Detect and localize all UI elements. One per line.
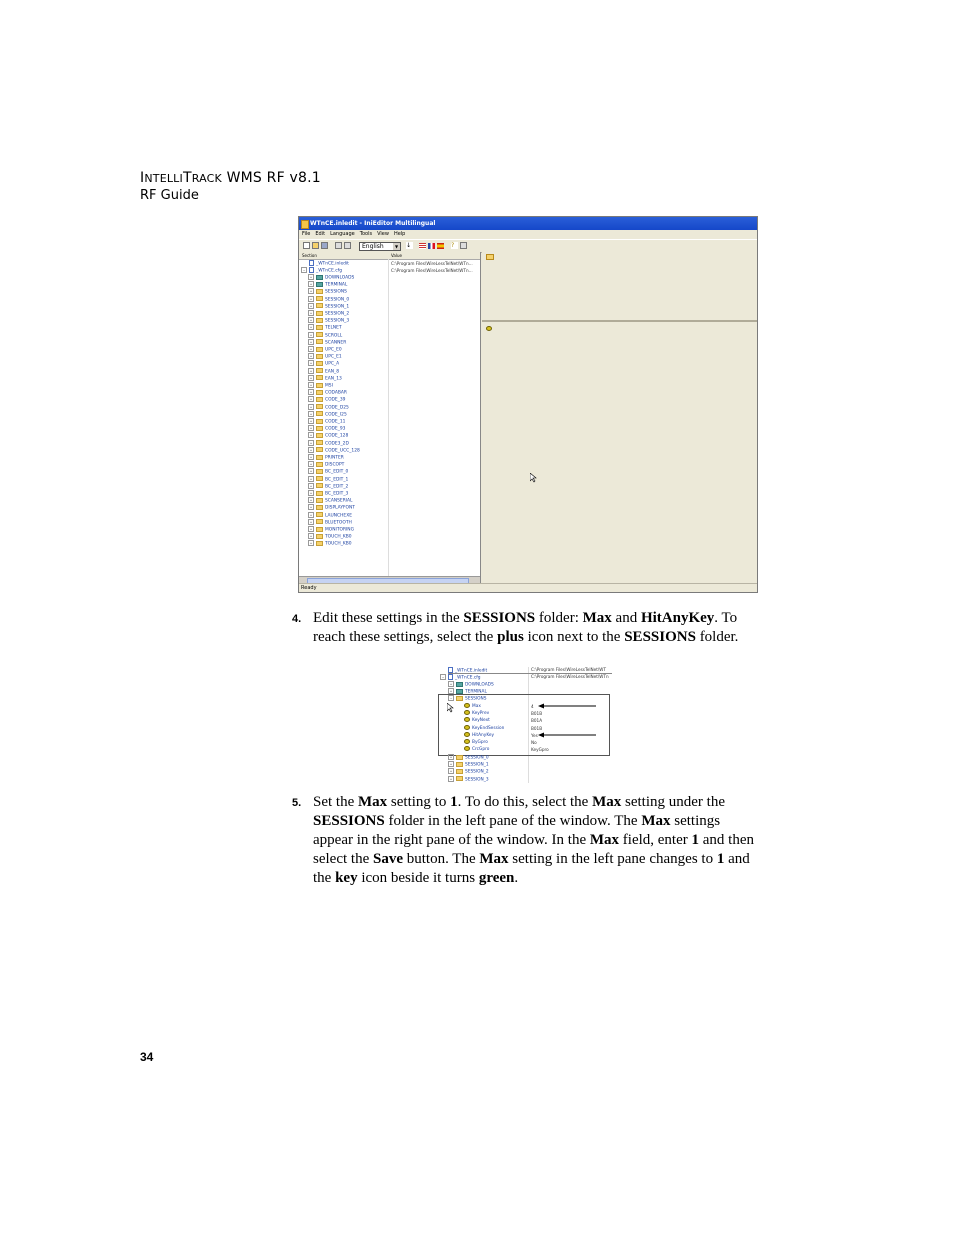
key-icon xyxy=(464,717,470,722)
running-header: INTELLITRACK WMS RF v8.1 xyxy=(140,170,321,186)
tree-folder[interactable]: + SESSION_2 xyxy=(309,311,350,317)
tree-folder[interactable]: + UPC_E1 xyxy=(309,354,342,360)
tree-folder[interactable]: + SCANNER xyxy=(309,339,347,346)
folder-icon xyxy=(316,275,323,280)
key-icon xyxy=(464,732,470,737)
expand-icon[interactable]: + xyxy=(449,769,453,774)
file-icon xyxy=(309,267,314,273)
status-bar: Ready xyxy=(299,583,758,592)
expand-icon[interactable]: + xyxy=(309,303,313,308)
expand-icon[interactable]: + xyxy=(309,390,313,395)
expand-icon[interactable]: + xyxy=(309,476,313,481)
folder-icon xyxy=(456,762,463,767)
expand-icon[interactable]: + xyxy=(309,419,313,423)
collapse-icon[interactable]: − xyxy=(441,675,445,679)
mouse-cursor-icon xyxy=(447,703,454,713)
tree-folder[interactable]: + UPC_A xyxy=(309,361,340,367)
folder-icon xyxy=(316,433,323,438)
tree-folder[interactable]: + EAN_13 xyxy=(309,375,342,382)
mouse-cursor-icon xyxy=(530,473,537,483)
sort-icon[interactable]: ↓ xyxy=(406,242,412,249)
folder-icon xyxy=(316,303,323,308)
expand-icon[interactable]: + xyxy=(309,282,313,287)
setting-value: B01B xyxy=(531,725,543,731)
tree-folder[interactable]: + TELNET xyxy=(309,325,342,331)
folder-icon xyxy=(316,491,323,496)
expand-icon[interactable]: + xyxy=(309,483,313,488)
column-divider xyxy=(388,259,389,577)
expand-icon[interactable]: + xyxy=(309,512,313,517)
expand-icon[interactable]: + xyxy=(309,289,313,294)
folder-icon xyxy=(456,682,463,687)
setting-value: No xyxy=(531,740,537,745)
setting-value: B01A xyxy=(531,718,543,724)
us-flag-icon[interactable] xyxy=(419,243,426,249)
callout-arrows xyxy=(538,703,598,739)
folder-icon xyxy=(316,383,323,388)
folder-icon xyxy=(316,390,323,395)
folder-icon xyxy=(316,375,323,380)
expand-icon[interactable]: + xyxy=(309,296,313,301)
new-icon[interactable] xyxy=(303,242,310,249)
collapse-icon[interactable]: − xyxy=(449,696,453,700)
tree-folder[interactable]: + CODE_93 xyxy=(309,426,346,432)
setting-key[interactable]: KeyEndSession xyxy=(464,725,504,732)
expand-icon[interactable]: + xyxy=(309,534,313,539)
tree-folder[interactable]: + SESSION_2 xyxy=(449,769,489,775)
expand-icon[interactable]: + xyxy=(449,755,453,759)
folder-icon xyxy=(456,769,463,774)
file-node[interactable]: _WTnCE.inledit xyxy=(309,260,349,268)
expand-icon[interactable]: + xyxy=(309,354,313,359)
expand-icon[interactable]: + xyxy=(309,491,313,495)
expand-icon[interactable]: + xyxy=(309,447,313,452)
edit-pane xyxy=(482,323,757,585)
collapse-icon[interactable]: − xyxy=(302,268,306,272)
menu-edit[interactable]: Edit xyxy=(315,231,326,237)
folder-icon xyxy=(316,368,323,373)
folder-icon xyxy=(456,755,463,760)
key-icon xyxy=(464,710,470,715)
setting-key[interactable]: CrcGpro xyxy=(464,746,489,753)
tree-folder[interactable]: + TOUCH_KB0 xyxy=(309,534,352,540)
tree-folder[interactable]: + SESSION_1 xyxy=(309,303,350,310)
tree-folder[interactable]: + TERMINAL xyxy=(449,689,487,695)
folder-icon xyxy=(316,462,323,467)
step-text: Edit these settings in the SESSIONS folder: Max and HitAnyKey. To reach these settings, select the plus icon next to the SESSIONS folder. xyxy=(313,610,739,645)
tree-folder[interactable]: + PRINTER xyxy=(309,455,344,461)
folder-icon xyxy=(316,541,323,546)
tree-folder[interactable]: + TOUCH_KB0 xyxy=(309,541,352,547)
tree-folder[interactable]: + LAUNCHEXE xyxy=(309,512,352,519)
expand-icon[interactable]: + xyxy=(309,361,313,366)
setting-value: 4 xyxy=(531,704,534,709)
save-icon[interactable] xyxy=(321,242,328,249)
tree-folder[interactable]: + BLUETOOTH xyxy=(309,519,352,526)
tree-folder[interactable]: + SCROLL xyxy=(309,332,343,339)
expand-icon[interactable]: + xyxy=(309,426,313,431)
menu-file[interactable]: File xyxy=(302,231,311,237)
folder-icon xyxy=(316,512,323,517)
expand-icon[interactable]: + xyxy=(449,776,453,781)
value-column-header[interactable]: Value xyxy=(391,253,402,258)
file-path-value: C:\Program Files\WireLessTelNet\WTn... xyxy=(391,261,473,266)
tree-folder[interactable]: + CODE_I25 xyxy=(309,411,347,418)
expand-icon[interactable]: + xyxy=(309,383,313,387)
key-icon xyxy=(464,703,470,708)
file-node[interactable]: − _WTnCE.cfg xyxy=(441,675,481,681)
menu-view[interactable]: View xyxy=(377,231,389,237)
folder-icon xyxy=(316,411,323,416)
ini-editor-screenshot xyxy=(298,216,758,593)
tree-folder[interactable]: − SESSIONS xyxy=(449,696,487,702)
folder-icon xyxy=(316,289,323,294)
expand-icon[interactable]: + xyxy=(309,541,313,546)
setting-key[interactable]: KeyPrev xyxy=(464,710,489,717)
expand-icon[interactable]: + xyxy=(309,375,313,380)
language-select[interactable]: English ▼ xyxy=(359,242,401,251)
setting-key[interactable]: ByGpro xyxy=(464,739,488,746)
folder-icon xyxy=(316,483,323,488)
tree-folder[interactable]: + TERMINAL xyxy=(309,282,348,288)
exit-icon[interactable] xyxy=(460,242,467,249)
folder-icon xyxy=(316,519,323,524)
tree-folder[interactable]: + SESSION_3 xyxy=(309,318,350,324)
tree-folder[interactable]: + SESSION_0 xyxy=(309,296,350,303)
expand-icon[interactable]: + xyxy=(309,519,313,524)
folder-icon xyxy=(316,318,323,323)
folder-icon xyxy=(316,354,323,359)
help-icon[interactable]: ? xyxy=(451,242,458,249)
expand-icon[interactable]: + xyxy=(449,689,453,693)
tree-folder[interactable]: + MONITORING xyxy=(309,527,354,533)
expand-icon[interactable]: + xyxy=(309,332,313,337)
file-path-value: C:\Program Files\WireLessTelNet\WTn... xyxy=(391,268,473,273)
menu-tools[interactable]: Tools xyxy=(359,231,373,237)
expand-icon[interactable]: + xyxy=(309,325,313,330)
expand-icon[interactable]: + xyxy=(309,527,313,531)
file-node[interactable]: _WTnCE.inledit xyxy=(448,667,487,675)
section-column-header[interactable]: Section xyxy=(302,253,317,258)
tree-folder[interactable]: + SESSION_1 xyxy=(449,762,489,768)
setting-key[interactable]: HitAnyKey xyxy=(464,732,494,739)
expand-icon[interactable]: + xyxy=(309,347,313,351)
key-icon xyxy=(486,326,492,331)
folder-icon xyxy=(316,527,323,532)
tree-folder[interactable]: + DISCOPT xyxy=(309,462,345,468)
file-path-value: C:\Program Files\WireLessTelNet\WT xyxy=(531,667,607,672)
folder-icon xyxy=(316,440,323,445)
spanish-flag-icon[interactable] xyxy=(437,243,444,249)
running-subheader: RF Guide xyxy=(140,188,199,203)
expand-icon[interactable]: + xyxy=(309,455,313,459)
sessions-tree-screenshot xyxy=(438,667,612,783)
folder-icon xyxy=(486,254,494,260)
setting-value: KeyGpro xyxy=(531,747,549,753)
setting-value: B01B xyxy=(531,711,543,717)
tree-folder[interactable]: + EAN_8 xyxy=(309,368,340,375)
folder-icon xyxy=(316,282,323,287)
tree-folder[interactable]: + CODE_D25 xyxy=(309,404,349,411)
expand-icon[interactable]: + xyxy=(309,505,313,510)
folder-icon xyxy=(316,339,323,344)
key-icon xyxy=(464,725,470,730)
tree-folder[interactable]: + CODE_39 xyxy=(309,397,346,403)
expand-icon[interactable]: + xyxy=(309,311,313,315)
window-titlebar: WTnCE.inledit - IniEditor Multilingual xyxy=(299,217,757,230)
setting-key[interactable]: KeyNext xyxy=(464,717,490,724)
paste-icon[interactable] xyxy=(344,242,351,249)
step-text: Set the Max setting to 1. To do this, select the Max setting under the SESSIONS folder in the left pane of the window. The Max settings appear in the right pane of the window. In the Max field, enter 1 and then select the Save button. The Max setting in the left pane changes to 1 and the key icon beside it turns green. xyxy=(313,794,754,886)
expand-icon[interactable]: + xyxy=(309,368,313,373)
expand-icon[interactable]: + xyxy=(309,411,313,416)
folder-icon xyxy=(316,447,323,452)
menu-help[interactable]: Help xyxy=(393,231,406,237)
folder-icon xyxy=(456,776,463,781)
tree-folder[interactable]: + BC_EDIT_0 xyxy=(309,469,349,475)
tree-header xyxy=(299,252,480,260)
tree-folder[interactable]: + CODE_UCC_128 xyxy=(309,447,360,454)
tree-folder[interactable]: + SESSION_0 xyxy=(449,755,489,761)
app-icon xyxy=(301,220,309,229)
tree-folder[interactable]: + CODABAR xyxy=(309,390,347,396)
file-icon xyxy=(448,674,453,680)
expand-icon[interactable]: + xyxy=(309,433,313,438)
file-icon xyxy=(448,667,453,673)
folder-icon xyxy=(316,404,323,409)
file-node[interactable]: − _WTnCE.cfg xyxy=(302,268,342,274)
folder-icon xyxy=(316,469,323,474)
tree-folder[interactable]: + SESSIONS xyxy=(309,289,347,295)
tree-folder[interactable]: + SESSION_3 xyxy=(449,776,489,783)
folder-icon xyxy=(316,311,323,316)
value-pane xyxy=(482,252,757,322)
folder-icon xyxy=(456,689,463,694)
copy-icon[interactable] xyxy=(335,242,342,249)
tree-folder[interactable]: + CODE_11 xyxy=(309,419,346,425)
folder-icon xyxy=(316,347,323,352)
tree-folder[interactable]: + MSI xyxy=(309,383,333,389)
expand-icon[interactable]: + xyxy=(309,498,313,503)
folder-icon xyxy=(316,505,323,510)
tree-folder[interactable]: + DOWNLOADS xyxy=(449,682,494,688)
folder-icon xyxy=(316,325,323,330)
tree-folder[interactable]: + BC_EDIT_2 xyxy=(309,483,349,490)
folder-icon xyxy=(316,397,323,402)
page-number: 34 xyxy=(140,1050,154,1064)
step-number: 5. xyxy=(292,797,302,809)
folder-icon xyxy=(316,332,323,337)
step-number: 4. xyxy=(292,613,302,625)
expand-icon[interactable]: + xyxy=(309,440,313,445)
expand-icon[interactable]: + xyxy=(309,318,313,323)
folder-icon xyxy=(316,419,323,424)
folder-icon xyxy=(316,534,323,539)
file-path-value: C:\Program Files\WireLessTelNet\WTn xyxy=(531,674,609,679)
file-icon xyxy=(309,260,314,266)
key-icon xyxy=(464,739,470,744)
tree-folder[interactable]: + CODE3_2D xyxy=(309,440,349,447)
folder-icon xyxy=(316,361,323,366)
expand-icon[interactable]: + xyxy=(309,469,313,474)
setting-key[interactable]: Max xyxy=(464,703,481,710)
tree-folder[interactable]: + DOWNLOADS xyxy=(309,275,355,281)
tree-folder[interactable]: + DISPLAYFONT xyxy=(309,505,355,511)
menu-bar xyxy=(299,230,757,239)
folder-icon xyxy=(456,696,463,701)
tree-pane xyxy=(299,252,481,585)
expand-icon[interactable]: + xyxy=(309,275,313,279)
open-icon[interactable] xyxy=(312,242,319,249)
tree-folder[interactable]: + BC_EDIT_1 xyxy=(309,476,349,483)
expand-icon[interactable]: + xyxy=(309,462,313,467)
folder-icon xyxy=(316,296,323,301)
setting-value: Yes xyxy=(531,732,538,738)
folder-icon xyxy=(316,476,323,481)
expand-icon[interactable]: + xyxy=(309,339,313,344)
expand-icon[interactable]: + xyxy=(449,762,453,767)
menu-language[interactable]: Language xyxy=(330,231,355,237)
tree-folder[interactable]: + CODE_128 xyxy=(309,433,349,439)
expand-icon[interactable]: + xyxy=(449,682,453,686)
tree-folder[interactable]: + SCANSERIAL xyxy=(309,498,353,504)
chevron-down-icon: ▼ xyxy=(394,244,399,249)
tree-folder[interactable]: + BC_EDIT_3 xyxy=(309,491,349,497)
folder-icon xyxy=(316,498,323,503)
expand-icon[interactable]: + xyxy=(309,397,313,402)
folder-icon xyxy=(316,455,323,460)
tree-folder[interactable]: + UPC_E0 xyxy=(309,347,342,353)
key-icon xyxy=(464,746,470,751)
toolbar xyxy=(299,239,757,253)
folder-icon xyxy=(316,426,323,431)
french-flag-icon[interactable] xyxy=(428,243,435,249)
expand-icon[interactable]: + xyxy=(309,404,313,409)
